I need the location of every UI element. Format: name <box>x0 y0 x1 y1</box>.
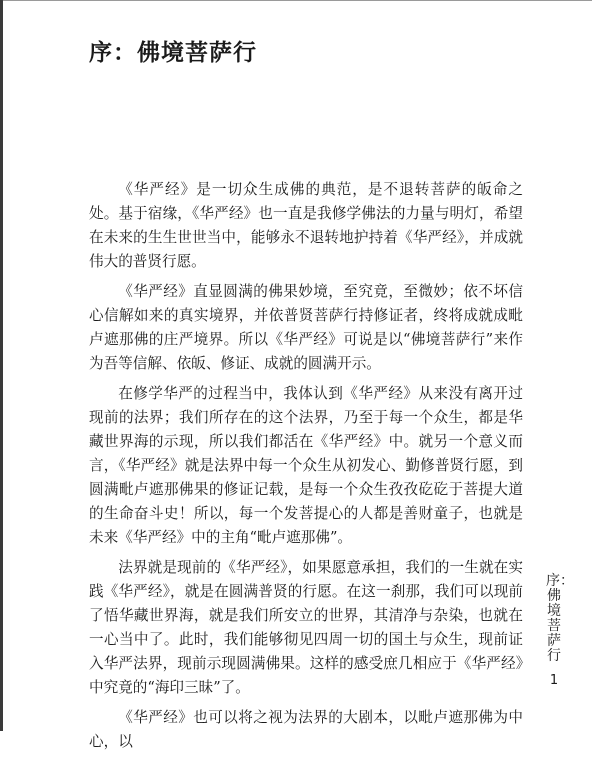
page-left-edge <box>0 0 3 731</box>
page-top-edge <box>0 0 592 1</box>
paragraph-2: 《华严经》直显圆满的佛果妙境，至究竟，至微妙；依不坏信心信解如来的真实境界，并依普贤菩萨行持修证者，终将成就成毗卢遮那佛的庄严境界。所以《华严经》可说是以“佛境菩萨行”来作为吾等信解、依皈、修证、成就的圆满开示。 <box>89 283 523 372</box>
paragraph-4: 法界就是现前的《华严经》，如果愿意承担，我们的一生就在实践《华严经》，就是在圆满普贤的行愿。在这一刹那，我们可以现前了悟华藏世界海，就是我们所安立的世界，其清净与杂染，也就在一心当中了。此时，我们能够彻见四周一切的国土与众生，现前证入华严法界，现前示现圆满佛果。这样的感受庶几相应于《华严经》中究竟的“海印三昧”了。 <box>89 559 523 696</box>
page-number: 1 <box>549 673 559 688</box>
paragraph-1: 《华严经》是一切众生成佛的典范，是不退转菩萨的皈命之处。基于宿缘，《华严经》也一直是我修学佛法的力量与明灯，希望在未来的生生世世当中，能够永不退转地护持着《华严经》，并成就伟大的普贤行愿。 <box>89 181 523 270</box>
page-title: 序：佛境菩萨行 <box>89 40 257 66</box>
paragraph-5: 《华严经》也可以将之视为法界的大剧本，以毗卢遮那佛为中心，以 <box>89 709 523 750</box>
running-header-vertical: 序：佛境菩萨行 <box>546 573 574 664</box>
body-text <box>89 178 523 760</box>
paragraph-3: 在修学华严的过程当中，我体认到《华严经》从来没有离开过现前的法界；我们所存在的这个法界，乃至于每一个众生，都是华藏世界海的示现，所以我们都活在《华严经》中。就另一个意义而言，《华严经》就是法界中每一个众生从初发心、勤修普贤行愿，到圆满毗卢遮那佛果的修证记载，是每一个众生孜孜矻矻于菩提大道的生命奋斗史！所以，每一个发菩提心的人都是善财童子，也就是未来《华严经》中的主角“毗卢遮那佛”。 <box>89 385 523 546</box>
